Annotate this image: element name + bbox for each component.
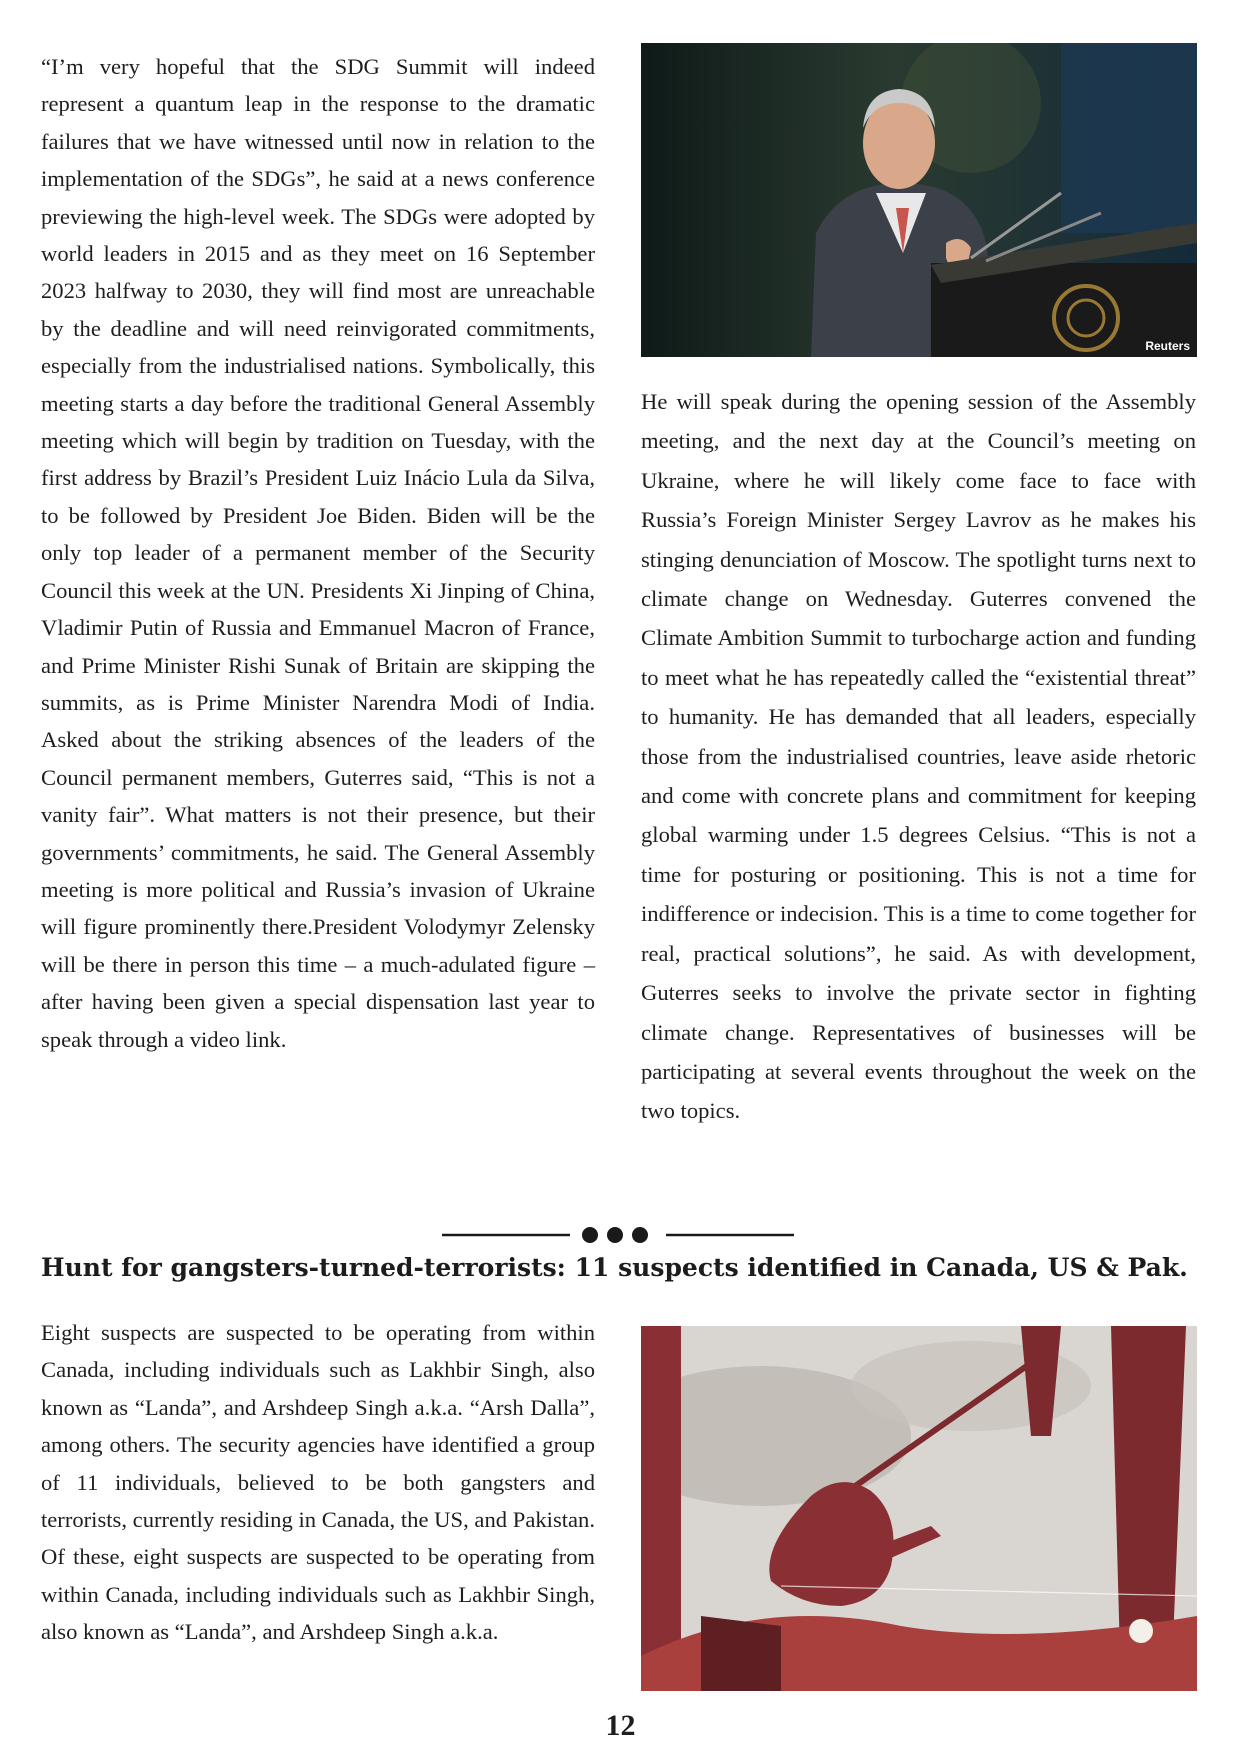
article-right-column: He will speak during the opening session of the Assembly meeting, and the next day at the Council’s meeting on Ukraine, where he will likely come face to face with Russia’s Foreign Minister Sergey Lavrov as he makes his stinging denunciation of Moscow. The spotlight turns next to climate change on Wednesday. Guterres convened the Climate Ambition Summit to turbocharge action and funding to meet what he has repeatedly called the “existential threat” to humanity. He has demanded that all leaders, especially those from the industrialised countries, leave aside rhetoric and come with concrete plans and commitment for keeping global warming under 1.5 degrees Celsius. “This is not a time for posturing or positioning. This is not a time for indifference or indecision. This is a time to come together for real, practical solutions”, he said. As with development, Guterres seeks to involve the private sector in fighting climate change. Representatives of businesses will be participating at several events throughout the week on the two topics. — [641, 389, 1196, 1124]
article-headline: Hunt for gangsters-turned-terrorists: 11 suspects identified in Canada, US & Pak. — [41, 1253, 1188, 1282]
article2-body: Eight suspects are suspected to be operating from within Canada, including individuals such as Lakhbir Singh, also known as “Landa”, and Arshdeep Singh a.k.a. “Arsh Dalla”, among others. The security agencies have identified a group of 11 individuals, believed to be both gangsters and terrorists, currently residing in Canada, the US, and Pakistan. Of these, eight suspects are suspected to be operating from within Canada, including individuals such as Lakhbir Singh, also known as “Landa”, and Arshdeep Singh a.k.a. — [41, 1320, 595, 1645]
speaker-photo — [641, 43, 1197, 357]
speaker-photo-graphic — [641, 43, 1197, 357]
article-left-column: “I’m very hopeful that the SDG Summit will indeed represent a quantum leap in the response to the dramatic failures that we have witnessed until now in relation to the implementation of the SDGs”, he said at a news conference previewing the high-level week. The SDGs were adopted by world leaders in 2015 and as they meet on 16 September 2023 halfway to 2030, they will find most are unreachable by the deadline and will need reinvigorated commitments, especially from the industrialised nations. Symbolically, this meeting starts a day before the traditional General Assembly meeting which will begin by tradition on Tuesday, with the first address by Brazil’s President Luiz Inácio Lula da Silva, to be followed by President Joe Biden. Biden will be the only top leader of a permanent member of the Security Council this week at the UN. Presidents Xi Jinping of China, Vladimir Putin of Russia and Emmanuel Macron of France, and Prime Minister Rishi Sunak of Britain are skipping the summits, as is Prime Minister Narendra Modi of India. Asked about the striking absences of the leaders of the Council permanent members, Guterres said, “This is not a vanity fair”. What matters is not their presence, but their governments’ commitments, he said. The General Assembly meeting is more political and Russia’s invasion of Ukraine will figure prominently there.President Volodymyr Zelensky will be there in person this time – a much-adulated figure – after having been given a special dispensation last year to speak through a video link. — [41, 54, 595, 1052]
photo-credit: Reuters — [1145, 339, 1190, 353]
illustration-graphic — [641, 1326, 1197, 1691]
page-number: 12 — [605, 1709, 636, 1742]
illustration — [641, 1326, 1197, 1691]
section-divider — [442, 1225, 794, 1245]
